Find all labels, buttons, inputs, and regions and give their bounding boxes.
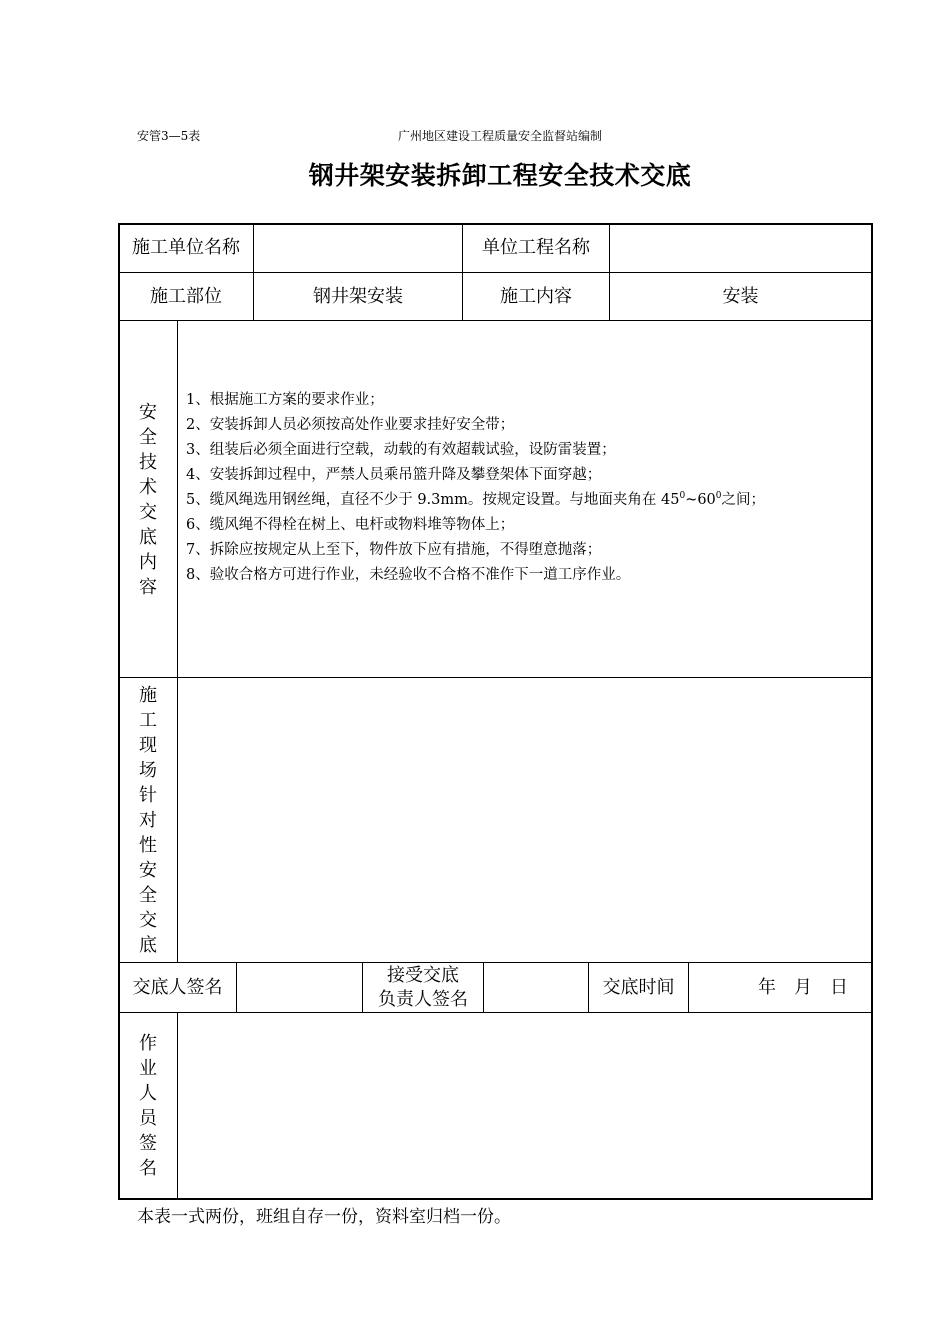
unit-name-label: 施工单位名称: [132, 237, 240, 258]
construction-content-label: 施工内容: [500, 285, 572, 307]
disclosure-date-field[interactable]: 年 月 日: [758, 976, 848, 998]
label-char: 作: [139, 1033, 157, 1054]
degree-sup: 0: [715, 491, 722, 501]
safety-items-list: [186, 388, 765, 588]
label-char: 针: [139, 785, 157, 806]
label-char: 容: [139, 577, 157, 598]
safety-item-text: 之间；: [721, 492, 766, 508]
discloser-signature-label: 交底人签名: [132, 976, 223, 998]
row-divider: [118, 320, 873, 321]
label-char: 施: [139, 685, 157, 706]
form-code: 安管3—5表: [137, 129, 201, 143]
safety-item: 7、拆除应按规定从上至下，物件放下应有措施，不得堕意抛落；: [186, 542, 602, 558]
col-divider: [688, 962, 689, 1012]
label-char: 全: [139, 885, 157, 906]
safety-item: 6、缆风绳不得栓在树上、电杆或物料堆等物体上；: [186, 517, 515, 533]
label-char: 安: [139, 860, 157, 881]
site-disclosure-field[interactable]: [178, 678, 871, 962]
page-title: 钢井架安装拆卸工程安全技术交底: [308, 161, 692, 190]
receiver-label-line: 负责人签名: [378, 988, 468, 1010]
safety-item: 4、安装拆卸过程中，严禁人员乘吊篮升降及攀登架体下面穿越；: [186, 467, 602, 483]
project-name-field[interactable]: [610, 224, 871, 272]
footnote: 本表一式两份，班组自存一份，资料室归档一份。: [137, 1207, 511, 1227]
label-char: 内: [139, 552, 157, 573]
site-disclosure-label: [119, 683, 177, 958]
label-char: 交: [139, 502, 157, 523]
project-name-label: 单位工程名称: [482, 237, 590, 258]
label-char: 现: [139, 735, 157, 756]
label-char: 性: [139, 835, 157, 856]
label-char: 名: [139, 1158, 157, 1179]
label-char: 安: [139, 402, 157, 423]
construction-content-value: 安装: [722, 285, 759, 307]
safety-item: 8、验收合格方可进行作业，未经验收不合格不准作下一道工序作业。: [186, 567, 631, 583]
safety-content-label: [119, 400, 177, 600]
safety-item-text: 5、缆风绳选用钢丝绳，直径不少于 9.3mm。按规定设置。与地面夹角在 45: [186, 492, 680, 508]
worker-signature-label: [119, 1031, 177, 1181]
label-char: 底: [139, 935, 157, 956]
construction-part-label: 施工部位: [150, 285, 222, 307]
unit-name-field[interactable]: [254, 224, 462, 272]
receiver-signature-label: [363, 963, 483, 1012]
label-char: 交: [139, 910, 157, 931]
label-char: 对: [139, 810, 157, 831]
label-char: 全: [139, 427, 157, 448]
label-char: 签: [139, 1133, 157, 1154]
construction-part-value: 钢井架安装: [313, 285, 403, 307]
label-char: 人: [139, 1083, 157, 1104]
table-border-bottom: [118, 1198, 873, 1200]
receiver-signature-field[interactable]: [484, 963, 588, 1012]
issuer-text: 广州地区建设工程质量安全监督站编制: [398, 129, 603, 143]
safety-item: [186, 488, 765, 513]
degree-sup: 0: [679, 491, 686, 501]
label-char: 场: [139, 760, 157, 781]
safety-item: 1、根据施工方案的要求作业；: [186, 392, 384, 408]
safety-item-text: ~60: [685, 492, 716, 508]
label-char: 工: [139, 710, 157, 731]
table-border-right: [871, 223, 873, 1200]
worker-signature-field[interactable]: [178, 1013, 871, 1198]
discloser-signature-field[interactable]: [237, 963, 362, 1012]
label-char: 底: [139, 527, 157, 548]
receiver-label-line: 接受交底: [387, 964, 459, 986]
label-char: 技: [139, 452, 157, 473]
label-char: 业: [139, 1058, 157, 1079]
disclosure-time-label: 交底时间: [602, 976, 675, 998]
label-char: 术: [139, 477, 157, 498]
label-char: 员: [139, 1108, 157, 1129]
safety-item: 2、安装拆卸人员必须按高处作业要求挂好安全带；: [186, 417, 515, 433]
safety-item: 3、组装后必须全面进行空载，动载的有效超载试验，设防雷装置；: [186, 442, 616, 458]
